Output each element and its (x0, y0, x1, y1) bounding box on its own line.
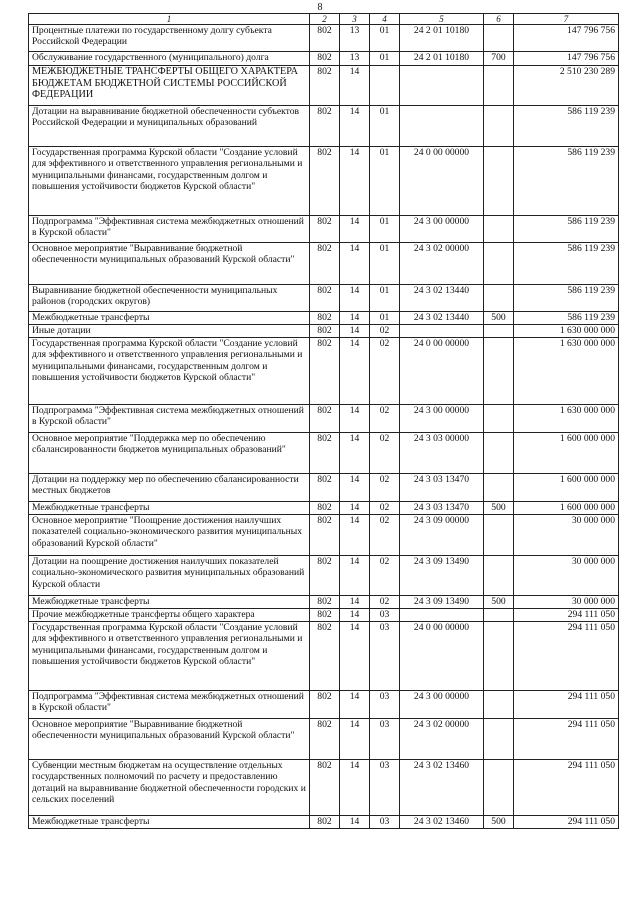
table-row (29, 515, 619, 556)
section-code-cell: 14 (340, 622, 370, 691)
ministry-code-cell: 802 (310, 760, 340, 816)
amount-cell: 30 000 000 (514, 596, 619, 609)
amount-cell: 2 510 230 289 (514, 66, 619, 106)
expense-type-cell (484, 433, 514, 474)
target-article-cell: 24 3 00 00000 (400, 405, 484, 433)
row-name-cell: Дотации на поддержку мер по обеспечению сбалансированности местных бюджетов (29, 474, 310, 502)
section-code-cell: 14 (340, 691, 370, 719)
expense-type-cell (484, 609, 514, 622)
row-name-cell: Межбюджетные трансферты (29, 502, 310, 515)
table-row (29, 556, 619, 596)
expense-type-cell (484, 719, 514, 760)
target-article-cell: 24 3 02 00000 (400, 719, 484, 760)
ministry-code-cell: 802 (310, 556, 340, 596)
expense-type-cell: 700 (484, 52, 514, 66)
table-row (29, 325, 619, 338)
row-name-cell: МЕЖБЮДЖЕТНЫЕ ТРАНСФЕРТЫ ОБЩЕГО ХАРАКТЕРА БЮДЖЕТАМ БЮДЖЕТНОЙ СИСТЕМЫ РОССИЙСКОЙ ФЕДЕРАЦИИ (29, 66, 310, 106)
table-row (29, 760, 619, 816)
table-row (29, 596, 619, 609)
ministry-code-cell: 802 (310, 515, 340, 556)
section-code-cell: 14 (340, 816, 370, 829)
ministry-code-cell: 802 (310, 25, 340, 52)
target-article-cell: 24 3 09 00000 (400, 515, 484, 556)
ministry-code-cell: 802 (310, 106, 340, 147)
row-name-cell: Основное мероприятие "Выравнивание бюджетной обеспеченности муниципальных образований Курской области" (29, 719, 310, 760)
section-code-cell: 14 (340, 502, 370, 515)
target-article-cell: 24 0 00 00000 (400, 622, 484, 691)
target-article-cell: 24 3 02 13440 (400, 312, 484, 325)
ministry-code-cell: 802 (310, 325, 340, 338)
target-article-cell: 24 2 01 10180 (400, 52, 484, 66)
subsection-code-cell: 02 (370, 325, 400, 338)
target-article-cell (400, 609, 484, 622)
expense-type-cell (484, 760, 514, 816)
page-number: 8 (317, 2, 323, 13)
subsection-code-cell: 01 (370, 312, 400, 325)
row-name-cell: Дотации на выравнивание бюджетной обеспеченности субъектов Российской Федерации и муниципальных образований (29, 106, 310, 147)
table-row (29, 52, 619, 66)
ministry-code-cell: 802 (310, 405, 340, 433)
table-row (29, 474, 619, 502)
section-code-cell: 13 (340, 25, 370, 52)
table-row (29, 816, 619, 829)
section-code-cell: 13 (340, 52, 370, 66)
table-row (29, 25, 619, 52)
expense-type-cell (484, 285, 514, 312)
subsection-code-cell: 03 (370, 760, 400, 816)
expense-type-cell (484, 691, 514, 719)
ministry-code-cell: 802 (310, 691, 340, 719)
expense-type-cell (484, 243, 514, 285)
ministry-code-cell: 802 (310, 622, 340, 691)
subsection-code-cell: 03 (370, 622, 400, 691)
target-article-cell (400, 325, 484, 338)
subsection-code-cell: 01 (370, 147, 400, 216)
section-code-cell: 14 (340, 216, 370, 243)
table-row (29, 609, 619, 622)
section-code-cell: 14 (340, 147, 370, 216)
amount-cell: 294 111 050 (514, 691, 619, 719)
amount-cell: 30 000 000 (514, 515, 619, 556)
section-code-cell: 14 (340, 243, 370, 285)
table-row (29, 502, 619, 515)
ministry-code-cell: 802 (310, 433, 340, 474)
amount-cell: 1 600 000 000 (514, 502, 619, 515)
subsection-code-cell: 02 (370, 433, 400, 474)
section-code-cell: 14 (340, 312, 370, 325)
subsection-code-cell: 02 (370, 502, 400, 515)
amount-cell: 294 111 050 (514, 760, 619, 816)
row-name-cell: Государственная программа Курской области "Создание условий для эффективного и ответственного управления региональными и муниципальными финансами, государственным долгом и повышения устойчивости бюджетов Курской области" (29, 338, 310, 405)
target-article-cell: 24 3 09 13490 (400, 556, 484, 596)
amount-cell: 586 119 239 (514, 312, 619, 325)
amount-cell: 586 119 239 (514, 216, 619, 243)
amount-cell: 586 119 239 (514, 106, 619, 147)
header-cell: 7 (514, 14, 619, 25)
amount-cell: 1 630 000 000 (514, 405, 619, 433)
row-name-cell: Выравнивание бюджетной обеспеченности муниципальных районов (городских округов) (29, 285, 310, 312)
row-name-cell: Основное мероприятие "Поощрение достижения наилучших показателей социально-экономического развития муниципальных образований Курской области" (29, 515, 310, 556)
target-article-cell: 24 3 03 00000 (400, 433, 484, 474)
expense-type-cell (484, 405, 514, 433)
table-row (29, 622, 619, 691)
amount-cell: 586 119 239 (514, 243, 619, 285)
ministry-code-cell: 802 (310, 216, 340, 243)
ministry-code-cell: 802 (310, 147, 340, 216)
amount-cell: 586 119 239 (514, 147, 619, 216)
table-row (29, 106, 619, 147)
subsection-code-cell: 01 (370, 285, 400, 312)
table-row (29, 338, 619, 405)
row-name-cell: Межбюджетные трансферты (29, 312, 310, 325)
subsection-code-cell: 02 (370, 556, 400, 596)
row-name-cell: Дотации на поощрение достижения наилучших показателей социально-экономического развития муниципальных образований Курской области (29, 556, 310, 596)
subsection-code-cell: 01 (370, 52, 400, 66)
target-article-cell: 24 3 02 13440 (400, 285, 484, 312)
section-code-cell: 14 (340, 556, 370, 596)
table-row (29, 433, 619, 474)
section-code-cell: 14 (340, 719, 370, 760)
ministry-code-cell: 802 (310, 338, 340, 405)
target-article-cell (400, 106, 484, 147)
row-name-cell: Межбюджетные трансферты (29, 816, 310, 829)
header-cell: 2 (310, 14, 340, 25)
subsection-code-cell: 01 (370, 25, 400, 52)
target-article-cell: 24 0 00 00000 (400, 338, 484, 405)
target-article-cell: 24 3 00 00000 (400, 216, 484, 243)
subsection-code-cell (370, 66, 400, 106)
amount-cell: 294 111 050 (514, 816, 619, 829)
table-row (29, 405, 619, 433)
amount-cell: 1 630 000 000 (514, 338, 619, 405)
table-row (29, 216, 619, 243)
target-article-cell: 24 3 02 13460 (400, 816, 484, 829)
header-cell: 3 (340, 14, 370, 25)
target-article-cell: 24 3 03 13470 (400, 474, 484, 502)
table-row (29, 691, 619, 719)
ministry-code-cell: 802 (310, 52, 340, 66)
section-code-cell: 14 (340, 325, 370, 338)
amount-cell: 294 111 050 (514, 609, 619, 622)
section-code-cell: 14 (340, 106, 370, 147)
table-row (29, 719, 619, 760)
expense-type-cell: 500 (484, 596, 514, 609)
subsection-code-cell: 01 (370, 243, 400, 285)
row-name-cell: Государственная программа Курской области "Создание условий для эффективного и ответственного управления региональными и муниципальными финансами, государственным долгом и повышения устойчивости бюджетов Курской области" (29, 147, 310, 216)
expense-type-cell (484, 515, 514, 556)
subsection-code-cell: 01 (370, 106, 400, 147)
row-name-cell: Подпрограмма "Эффективная система межбюджетных отношений в Курской области" (29, 216, 310, 243)
ministry-code-cell: 802 (310, 816, 340, 829)
expense-type-cell: 500 (484, 502, 514, 515)
section-code-cell: 14 (340, 433, 370, 474)
section-code-cell: 14 (340, 285, 370, 312)
row-name-cell: Субвенции местным бюджетам на осуществление отдельных государственных полномочий по расчету и предоставлению дотаций на выравнивание бюджетной обеспеченности городских и сельских поселений (29, 760, 310, 816)
expense-type-cell (484, 622, 514, 691)
ministry-code-cell: 802 (310, 609, 340, 622)
expense-type-cell (484, 556, 514, 596)
section-code-cell: 14 (340, 338, 370, 405)
table-row (29, 66, 619, 106)
header-cell: 4 (370, 14, 400, 25)
ministry-code-cell: 802 (310, 719, 340, 760)
expense-type-cell (484, 66, 514, 106)
header-cell: 1 (29, 14, 310, 25)
target-article-cell: 24 3 09 13490 (400, 596, 484, 609)
expense-type-cell (484, 25, 514, 52)
row-name-cell: Межбюджетные трансферты (29, 596, 310, 609)
table-row (29, 285, 619, 312)
amount-cell: 294 111 050 (514, 719, 619, 760)
expense-type-cell (484, 216, 514, 243)
amount-cell: 1 600 000 000 (514, 433, 619, 474)
row-name-cell: Подпрограмма "Эффективная система межбюджетных отношений в Курской области" (29, 405, 310, 433)
target-article-cell: 24 3 02 00000 (400, 243, 484, 285)
row-name-cell: Прочие межбюджетные трансферты общего характера (29, 609, 310, 622)
subsection-code-cell: 02 (370, 596, 400, 609)
table-row (29, 147, 619, 216)
ministry-code-cell: 802 (310, 243, 340, 285)
amount-cell: 1 600 000 000 (514, 474, 619, 502)
ministry-code-cell: 802 (310, 285, 340, 312)
section-code-cell: 14 (340, 609, 370, 622)
row-name-cell: Основное мероприятие "Поддержка мер по обеспечению сбалансированности бюджетов муниципальных образований" (29, 433, 310, 474)
table-row (29, 243, 619, 285)
expense-type-cell (484, 325, 514, 338)
target-article-cell: 24 3 00 00000 (400, 691, 484, 719)
expense-type-cell: 500 (484, 312, 514, 325)
table-row (29, 312, 619, 325)
subsection-code-cell: 02 (370, 515, 400, 556)
row-name-cell: Государственная программа Курской области "Создание условий для эффективного и ответственного управления региональными и муниципальными финансами, государственным долгом и повышения устойчивости бюджетов Курской области" (29, 622, 310, 691)
ministry-code-cell: 802 (310, 66, 340, 106)
subsection-code-cell: 03 (370, 719, 400, 760)
header-row (29, 14, 619, 25)
header-cell: 5 (400, 14, 484, 25)
subsection-code-cell: 01 (370, 216, 400, 243)
section-code-cell: 14 (340, 474, 370, 502)
subsection-code-cell: 03 (370, 691, 400, 719)
subsection-code-cell: 02 (370, 474, 400, 502)
amount-cell: 30 000 000 (514, 556, 619, 596)
expense-type-cell (484, 147, 514, 216)
target-article-cell: 24 0 00 00000 (400, 147, 484, 216)
target-article-cell (400, 66, 484, 106)
ministry-code-cell: 802 (310, 502, 340, 515)
target-article-cell: 24 3 03 13470 (400, 502, 484, 515)
row-name-cell: Процентные платежи по государственному долгу субъекта Российской Федерации (29, 25, 310, 52)
target-article-cell: 24 3 02 13460 (400, 760, 484, 816)
amount-cell: 147 796 756 (514, 52, 619, 66)
row-name-cell: Подпрограмма "Эффективная система межбюджетных отношений в Курской области" (29, 691, 310, 719)
amount-cell: 294 111 050 (514, 622, 619, 691)
ministry-code-cell: 802 (310, 596, 340, 609)
amount-cell: 586 119 239 (514, 285, 619, 312)
ministry-code-cell: 802 (310, 474, 340, 502)
expense-type-cell (484, 106, 514, 147)
subsection-code-cell: 03 (370, 609, 400, 622)
subsection-code-cell: 02 (370, 405, 400, 433)
target-article-cell: 24 2 01 10180 (400, 25, 484, 52)
section-code-cell: 14 (340, 760, 370, 816)
row-name-cell: Обслуживание государственного (муниципального) долга (29, 52, 310, 66)
section-code-cell: 14 (340, 405, 370, 433)
section-code-cell: 14 (340, 66, 370, 106)
expense-type-cell: 500 (484, 816, 514, 829)
row-name-cell: Основное мероприятие "Выравнивание бюджетной обеспеченности муниципальных образований Курской области" (29, 243, 310, 285)
header-cell: 6 (484, 14, 514, 25)
section-code-cell: 14 (340, 596, 370, 609)
subsection-code-cell: 02 (370, 338, 400, 405)
expense-type-cell (484, 474, 514, 502)
section-code-cell: 14 (340, 515, 370, 556)
row-name-cell: Иные дотации (29, 325, 310, 338)
amount-cell: 147 796 756 (514, 25, 619, 52)
expense-type-cell (484, 338, 514, 405)
subsection-code-cell: 03 (370, 816, 400, 829)
budget-table (28, 13, 619, 829)
amount-cell: 1 630 000 000 (514, 325, 619, 338)
ministry-code-cell: 802 (310, 312, 340, 325)
